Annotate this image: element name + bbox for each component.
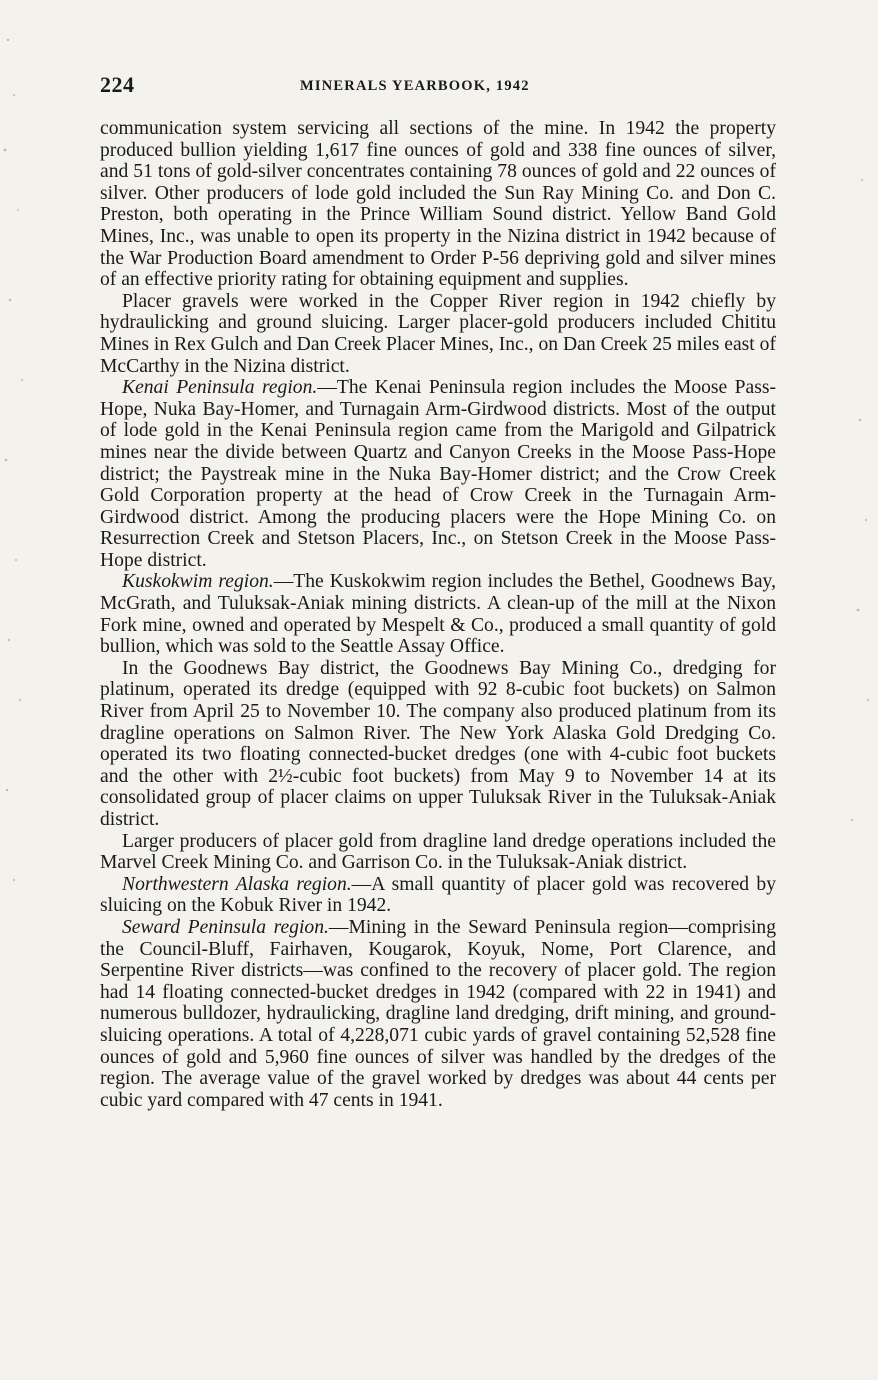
region-heading: Seward Peninsula region. xyxy=(122,916,329,938)
paragraph-text: communication system servicing all sections of the mine. In 1942 the property produced bullion yielding 1,617 fine ounces of gold and 338 fine ounces of silver, and 51 tons of gold-silver concentrates containing 78 ounces of gold and 22 ounces of silver. Other producers of lode gold included the Sun Ray Mining Co. and Don C. Preston, both operating in the Prince William Sound district. Yellow Band Gold Mines, Inc., was unable to open its property in the Nizina district in 1942 because of the War Production Board amendment to Order P-56 depriving gold and silver mines of an effective priority rating for obtaining equipment and supplies. xyxy=(100,118,776,291)
running-title: MINERALS YEARBOOK, 1942 xyxy=(300,78,530,94)
page-header xyxy=(100,72,776,102)
paragraph-text: Larger producers of placer gold from dragline land dredge operations included the Marvel Creek Mining Co. and Garrison Co. in the Tuluksak-Aniak district. xyxy=(100,830,776,874)
region-heading: Kenai Peninsula region. xyxy=(122,377,318,399)
paragraph-text: —The Kenai Peninsula region includes the Moose Pass-Hope, Nuka Bay-Homer, and Turnagain Arm-Girdwood districts. Most of the output of lode gold in the Kenai Peninsula region came from the Marigold and Gilpatrick mines near the divide between Quartz and Canyon Creeks in the Moose Pass-Hope district; the Paystreak mine in the Nuka Bay-Homer district; and the Crow Creek Gold Corporation property at the head of Crow Creek in the Turnagain Arm-Girdwood district. Among the producing placers were the Hope Mining Co. on Resurrection Creek and Stetson Placers, Inc., on Stetson Creek in the Moose Pass-Hope district. xyxy=(100,377,776,571)
paragraph xyxy=(100,291,776,377)
paragraph-text: —A small quantity of placer gold was recovered by sluicing on the Kobuk River in 1942. xyxy=(100,873,776,917)
paragraph-continuation xyxy=(100,118,776,291)
paragraph-text: In the Goodnews Bay district, the Goodnews Bay Mining Co., dredging for platinum, operated its dredge (equipped with 92 8-cubic foot buckets) on Salmon River from April 25 to November 10. The company also produced platinum from its dragline operations on Salmon River. The New York Alaska Gold Dredging Co. operated its two floating connected-bucket dredges (one with 4-cubic foot buckets and the other with 2½-cubic foot buckets) from May 9 to November 14 at its consolidated group of placer claims on upper Tuluksak River in the Tuluksak-Aniak district. xyxy=(100,657,776,830)
region-heading: Northwestern Alaska region. xyxy=(122,873,352,895)
paragraph-kuskokwim xyxy=(100,571,776,657)
paragraph xyxy=(100,831,776,874)
paragraph-seward xyxy=(100,917,776,1111)
paragraph-text: —Mining in the Seward Peninsula region—comprising the Council-Bluff, Fairhaven, Kougarok, Koyuk, Nome, Port Clarence, and Serpentine River districts—was confined to the recovery of placer gold. The region had 14 floating connected-bucket dredges in 1942 (compared with 22 in 1941) and numerous bulldozer, hydraulicking, dragline land dredging, drift mining, and ground-sluicing operations. A total of 4,228,071 cubic yards of gravel containing 52,528 fine ounces of gold and 5,960 fine ounces of silver was handled by the dredges of the region. The average value of the gravel worked by dredges was about 44 cents per cubic yard compared with 47 cents in 1941. xyxy=(100,916,777,1111)
region-heading: Kuskokwim region. xyxy=(122,571,274,593)
paragraph-northwestern xyxy=(100,874,776,917)
paragraph-text: Placer gravels were worked in the Copper River region in 1942 chiefly by hydraulicking and ground sluicing. Larger placer-gold producers included Chititu Mines in Rex Gulch and Dan Creek Placer Mines, Inc., on Dan Creek 25 miles east of McCarthy in the Nizina district. xyxy=(100,290,776,377)
page-number: 224 xyxy=(100,72,135,97)
paragraph xyxy=(100,658,776,831)
paragraph-kenai xyxy=(100,377,776,571)
paragraph-text: —The Kuskokwim region includes the Bethel, Goodnews Bay, McGrath, and Tuluksak-Aniak mining districts. A clean-up of the mill at the Nixon Fork mine, owned and operated by Mespelt & Co., produced a small quantity of gold bullion, which was sold to the Seattle Assay Office. xyxy=(100,571,776,658)
body-text xyxy=(100,118,776,1111)
